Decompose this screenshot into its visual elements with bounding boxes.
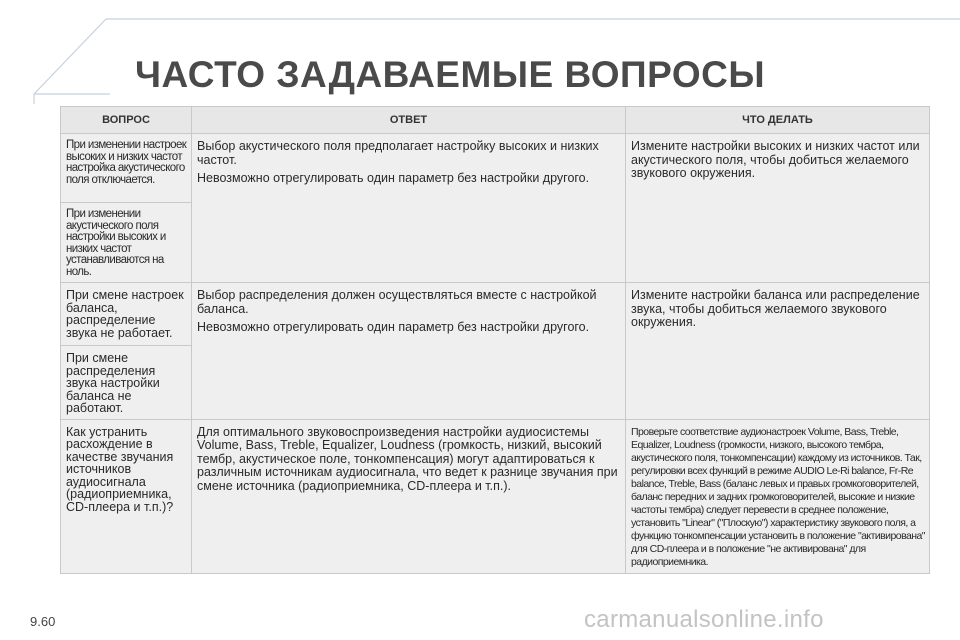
action-cell: Проверьте соответствие аудионастроек Volume, Bass, Treble, Equalizer, Loudness (громкости, низкого, высокого тембра, акустического поля, тонкомпенсации) каждому из источников. Так, регулировки всех функций в режиме AUDIO Le-Ri balance, Fr-Re balance, Treble, Bass (баланс левых и правых громкоговорителей, баланс передних и задних громкоговорителей, высокие и низкие частоты тембра) следует перевести в среднее положение, установить "Linear" ("Плоскую") характеристику звукового поля, а функцию тонкомпенсации установить в положение "активирована" для CD-плеера и в положение "не активирована" для радиоприемника.	[626, 419, 930, 573]
action-cell: Измените настройки высоких и низких частот или акустического поля, чтобы добиться желаемого звукового окружения.	[626, 134, 930, 283]
column-header-action: ЧТО ДЕЛАТЬ	[626, 107, 930, 134]
table-row	[61, 419, 930, 573]
page-number: 9.60	[30, 614, 56, 629]
question-cell: При изменении акустического поля настройки высоких и низких частот устанавливаются на ноль.	[61, 203, 192, 283]
table-row	[61, 283, 930, 346]
action-cell: Измените настройки баланса или распределение звука, чтобы добиться желаемого звукового окружения.	[626, 283, 930, 420]
column-header-question: ВОПРОС	[61, 107, 192, 134]
question-cell: Как устранить расхождение в качестве звучания источников аудиосигнала (радиоприемника, CD-плеера и т.п.)?	[61, 419, 192, 573]
answer-cell	[192, 283, 626, 420]
answer-paragraph: Невозможно отрегулировать один параметр без настройки другого.	[197, 320, 590, 334]
question-cell: При смене распределения звука настройки баланса не работают.	[61, 346, 192, 420]
answer-paragraph: Выбор распределения должен осуществляться вместе с настройкой баланса.	[197, 288, 597, 316]
table-row	[61, 134, 930, 203]
answer-cell	[192, 134, 626, 283]
watermark: carmanualsonline.info	[584, 606, 824, 633]
question-cell: При изменении настроек высоких и низких частот настройка акустического поля отключается.	[61, 134, 192, 203]
question-cell: При смене настроек баланса, распределение звука не работает.	[61, 283, 192, 346]
answer-cell	[192, 419, 626, 573]
column-header-answer: ОТВЕТ	[192, 107, 626, 134]
answer-paragraph: Невозможно отрегулировать один параметр без настройки другого.	[197, 171, 590, 185]
page-title: ЧАСТО ЗАДАВАЕМЫЕ ВОПРОСЫ	[135, 54, 766, 95]
answer-paragraph: Для оптимального звуковоспроизведения настройки аудиосистемы Volume, Bass, Treble, Equalizer, Loudness (громкость, низкий, высокий тембр, акустическое поле, тонкомпенсация) могут адаптироваться к различным источникам аудиосигнала, что ведет к разнице звучания при смене источника (радиоприемника, CD-плеера и т.п.).	[197, 424, 618, 493]
answer-paragraph: Выбор акустического поля предполагает настройку высоких и низких частот.	[197, 139, 599, 167]
faq-table	[60, 106, 930, 574]
table-header-row	[61, 107, 930, 134]
